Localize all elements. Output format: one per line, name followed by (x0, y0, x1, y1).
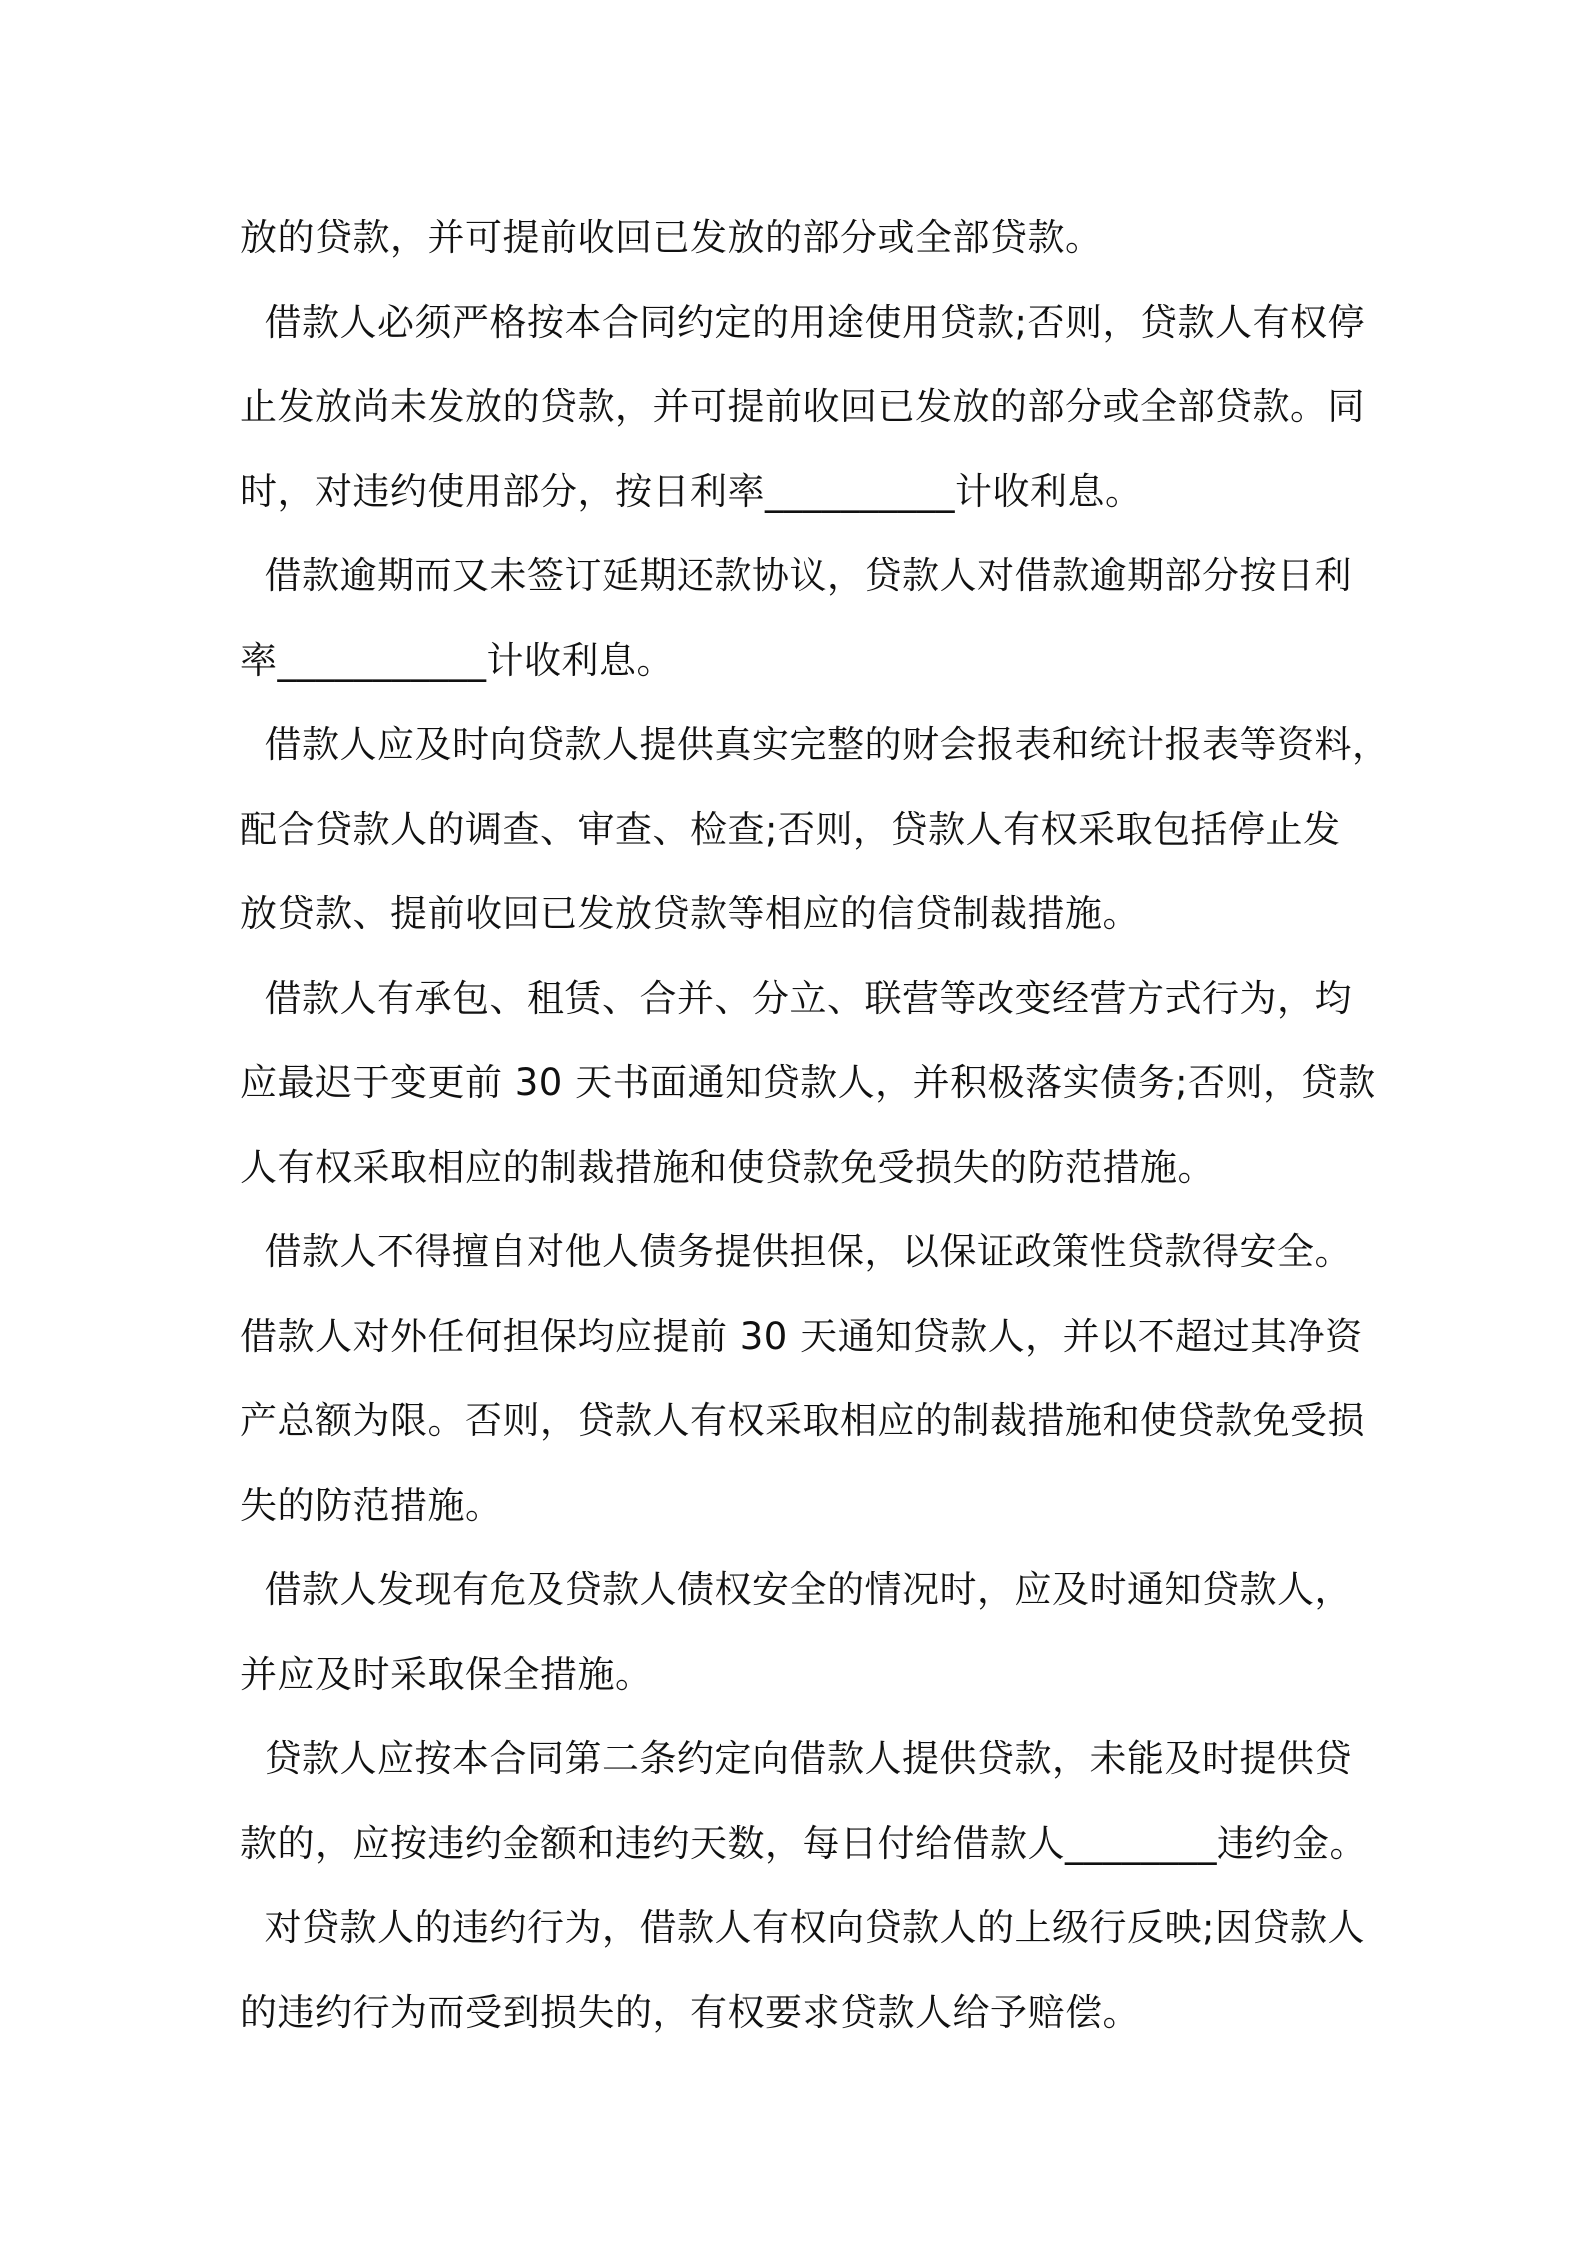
text-line: 的违约行为而受到损失的，有权要求贷款人给予赔偿。 (240, 1990, 1140, 2034)
text-line: 止发放尚未发放的贷款，并可提前收回已发放的部分或全部贷款。同 (240, 385, 1365, 428)
text-line: 款的，应按违约金额和违约天数，每日付给借款人________违约金。 (240, 1821, 1367, 1865)
text-line: 借款人应及时向贷款人提供真实完整的财会报表和统计报表等资料， (240, 723, 1390, 766)
text-line: 并应及时采取保全措施。 (240, 1652, 653, 1696)
text-line: 率___________计收利息。 (240, 638, 674, 682)
text-line: 放的贷款，并可提前收回已发放的部分或全部贷款。 (240, 216, 1103, 259)
text-line: 应最迟于变更前 30 天书面通知贷款人，并积极落实债务;否则，贷款 (240, 1061, 1376, 1104)
text-line: 配合贷款人的调查、审查、检查;否则，贷款人有权采取包括停止发 (240, 807, 1341, 851)
text-line: 借款人有承包、租赁、合并、分立、联营等改变经营方式行为，均 (240, 976, 1353, 1020)
text-line: 失的防范措施。 (240, 1483, 503, 1527)
text-line: 借款人发现有危及贷款人债权安全的情况时，应及时通知贷款人， (240, 1568, 1353, 1611)
text-line: 放贷款、提前收回已发放贷款等相应的信贷制裁措施。 (240, 892, 1140, 935)
text-line: 借款人对外任何担保均应提前 30 天通知贷款人，并以不超过其净资 (240, 1314, 1363, 1358)
text-line: 借款人不得擅自对他人债务提供担保，以保证政策性贷款得安全。 (240, 1230, 1353, 1273)
text-line: 借款人必须严格按本合同约定的用途使用贷款;否则，贷款人有权停 (240, 300, 1365, 344)
text-line: 时，对违约使用部分，按日利率__________计收利息。 (240, 469, 1143, 513)
document-page (240, 196, 1390, 2055)
text-line: 对贷款人的违约行为，借款人有权向贷款人的上级行反映;因贷款人 (240, 1906, 1365, 1949)
text-line: 借款逾期而又未签订延期还款协议，贷款人对借款逾期部分按日利 (240, 554, 1353, 597)
text-line: 产总额为限。否则，贷款人有权采取相应的制裁措施和使贷款免受损 (240, 1399, 1365, 1442)
text-line: 贷款人应按本合同第二条约定向借款人提供贷款，未能及时提供贷 (240, 1737, 1353, 1780)
text-line: 人有权采取相应的制裁措施和使贷款免受损失的防范措施。 (240, 1145, 1215, 1189)
